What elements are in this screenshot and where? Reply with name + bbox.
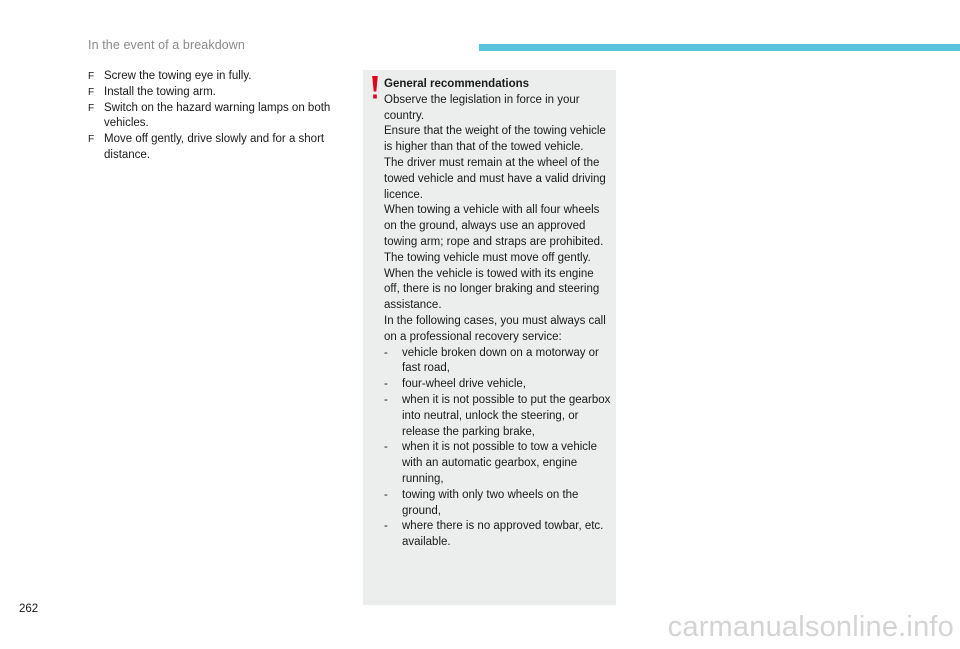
- case-marker: -: [384, 520, 388, 533]
- case-marker: -: [384, 378, 388, 391]
- recommendation-paragraph: In the following cases, you must always call on a professional recovery service:: [384, 314, 606, 343]
- section-title: In the event of a breakdown: [88, 38, 245, 52]
- case-item: [384, 346, 612, 378]
- case-marker: -: [384, 488, 388, 501]
- case-text: when it is not possible to tow a vehicle with an automatic gearbox, engine running,: [402, 441, 597, 485]
- step-marker: F: [88, 71, 95, 82]
- case-text: four-wheel drive vehicle,: [402, 378, 527, 391]
- step-marker: F: [88, 134, 95, 146]
- case-marker: -: [384, 393, 388, 406]
- step-item: [88, 132, 350, 164]
- recommendations-box: [363, 70, 616, 605]
- recommendation-paragraph: Ensure that the weight of the towing vehicle is higher than that of the towed vehicle.: [384, 125, 606, 154]
- case-text: where there is no approved towbar, etc. available.: [402, 520, 604, 549]
- step-marker: F: [88, 102, 95, 114]
- recommendations-title: General recommendations: [384, 78, 530, 90]
- towing-steps: [88, 69, 350, 164]
- recommendation-paragraph: The towing vehicle must move off gently.: [384, 251, 591, 264]
- step-text: Move off gently, drive slowly and for a short distance.: [104, 133, 325, 161]
- step-item: [88, 85, 350, 101]
- recommendation-paragraph: When the vehicle is towed with its engine off, there is no longer braking and steering assistance.: [384, 267, 600, 312]
- recommendation-paragraph: When towing a vehicle with all four wheels on the ground, always use an approved towing arm; rope and straps are prohibited.: [384, 204, 604, 248]
- step-text: Install the towing arm.: [104, 85, 216, 98]
- step-item: [88, 69, 350, 85]
- step-text: Screw the towing eye in fully.: [104, 70, 252, 82]
- recommendation-paragraph: Observe the legislation in force in your country.: [384, 93, 580, 122]
- case-item: [384, 519, 612, 551]
- case-marker: -: [384, 441, 388, 454]
- header-accent-bar: [479, 44, 960, 51]
- case-text: vehicle broken down on a motorway or fast road,: [402, 346, 599, 375]
- case-marker: -: [384, 346, 388, 359]
- step-marker: F: [88, 86, 95, 98]
- case-item: [384, 440, 612, 487]
- step-item: [88, 101, 350, 133]
- recommendation-paragraph: The driver must remain at the wheel of the towed vehicle and must have a valid driving licence.: [384, 156, 606, 201]
- warning-exclamation-icon: [371, 76, 379, 100]
- page-number: 262: [19, 603, 39, 615]
- case-item: [384, 393, 612, 440]
- watermark: carmanualsonline.info: [667, 611, 954, 643]
- step-text: Switch on the hazard warning lamps on both vehicles.: [104, 101, 331, 130]
- case-text: when it is not possible to put the gearbox into neutral, unlock the steering, or release the parking brake,: [402, 393, 611, 438]
- case-text: towing with only two wheels on the ground,: [402, 488, 579, 517]
- case-item: [384, 377, 612, 393]
- recommendations-content: [384, 77, 612, 551]
- case-item: [384, 488, 612, 520]
